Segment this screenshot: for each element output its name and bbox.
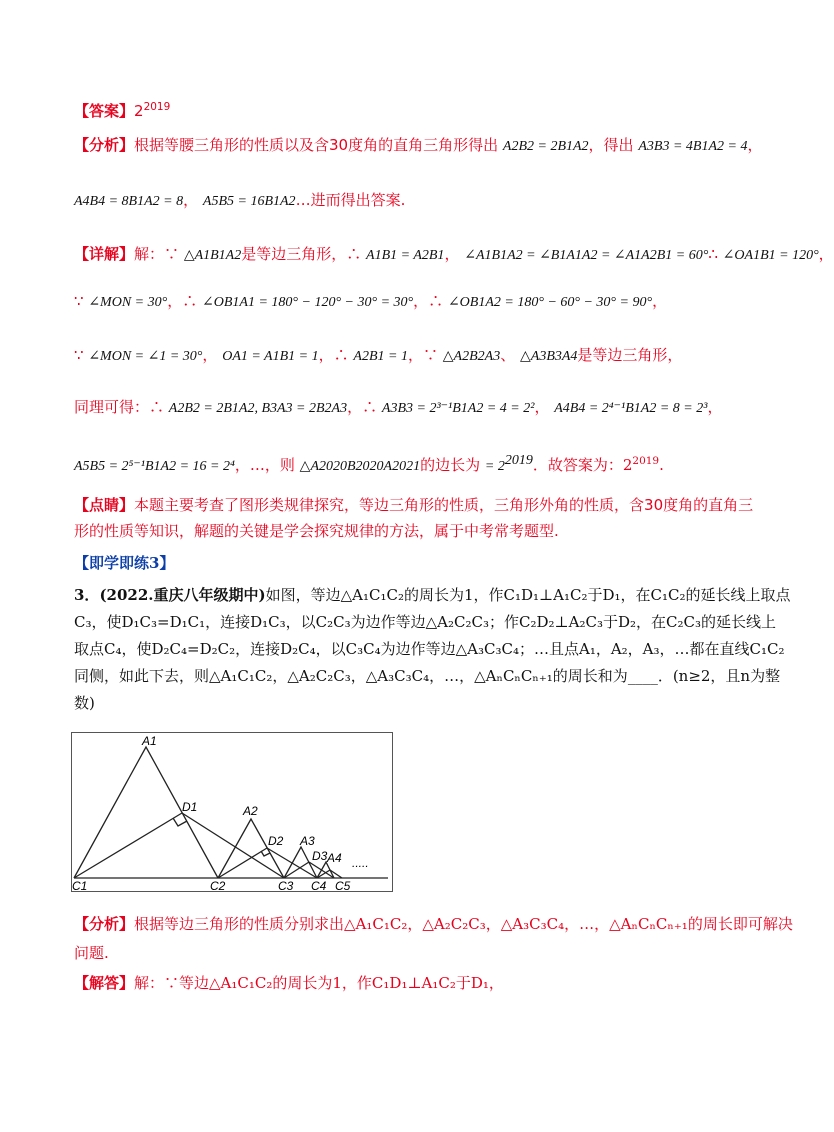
problem-text: ．(n≥2，且n为整 (657, 667, 781, 685)
detail-text: ∴ (708, 245, 718, 263)
answer-exponent: 2019 (143, 101, 171, 113)
detail-line-5 (74, 450, 740, 478)
detail-text: ，…，则 (234, 456, 295, 474)
eq-side-length: = 2 (484, 459, 505, 474)
label-a2: A2 (243, 804, 258, 818)
comment-text: 形的性质等知识，解题的关键是学会探究规律的方法，属于中考常考题型. (74, 522, 559, 540)
label-a4: A4 (327, 851, 342, 865)
eq-angles: ∠A1B1A2 = ∠B1A1A2 = ∠A1A2B1 = 60° (464, 248, 709, 263)
problem-source: (2022.重庆八年级期中) (99, 586, 266, 604)
eq-tri-a3b3a4: △A3B3A4 (520, 349, 578, 364)
label-c1: C1 (72, 879, 88, 893)
eq-triangle: △A1B1A2 (183, 248, 242, 263)
geometry-figure (71, 732, 393, 892)
analysis2-line-2 (74, 942, 740, 964)
eq-angle-oa1b1: ∠OA1B1 = 120° (722, 248, 819, 263)
detail-text: 同理可得：∴ (74, 398, 165, 416)
detail-text: ，∵ (407, 346, 438, 364)
detail-line-1: 【详解】解：∵ △A1B1A2是等边三角形，∴ A1B1 = A2B1， ∠A1B1A2 = ∠B1A1A2 = ∠A1A2B1 = 60°∴ ∠OA1B1 = 120°， (74, 245, 834, 263)
detail-exponent: 2019 (632, 455, 660, 467)
answer-blank: ____ (627, 667, 658, 685)
problem-text: 如图，等边△A₁C₁C₂的周长为1，作C₁D₁⊥A₁C₂于D₁，在C₁C₂的延长线上取点 (265, 586, 791, 604)
label-d1: D1 (182, 800, 198, 814)
eq-side-exponent: 2019 (504, 453, 533, 468)
detail-text: 是等边三角形，∴ (241, 245, 362, 263)
problem-line-5 (74, 692, 740, 714)
answer-tag: 【答案】 (74, 102, 135, 120)
label-d2: D2 (268, 834, 284, 848)
eq-mon: ∠MON = 30° (88, 295, 168, 310)
analysis2-text: 问题. (74, 944, 109, 962)
problem-text: 同侧，如此下去，则△A₁C₁C₂，△A₂C₂C₃，△A₃C₃C₄，…，△AₙCₙCₙ₊₁的周长和为 (74, 667, 628, 685)
eq-sides: A1B1 = A2B1 (366, 248, 445, 263)
answer-value: 2 (134, 102, 144, 120)
detail-line-2 (74, 290, 740, 314)
detail-text: ．故答案为：2 (532, 456, 633, 474)
comment-text: 本题主要考查了图形类规律探究，等边三角形的性质，三角形外角的性质，含30度角的直角三 (134, 496, 754, 514)
analysis-line-2: A4B4 = 8B1A2 = 8， A5B5 = 16B1A2…进而得出答案. (74, 191, 406, 209)
analysis-text: 根据等腰三角形的性质以及含30度角的直角三角形得出 (134, 136, 499, 154)
eq-mon-1: ∠MON = ∠1 = 30° (88, 349, 203, 364)
label-d3: D3 (312, 849, 328, 863)
detail-text: ， (707, 398, 723, 416)
eq-ob1a1: ∠OB1A1 = 180° − 120° − 30° = 30° (202, 295, 414, 310)
eq-a4b4: A4B4 = 8B1A2 = 8 (74, 194, 184, 209)
analysis2-line-1 (74, 913, 793, 935)
comment-tag: 【点睛】 (74, 496, 135, 514)
label-dots: ..... (352, 856, 369, 870)
eq-a5b5-pow: A5B5 = 2⁵⁻¹B1A2 = 16 = 2⁴ (74, 459, 235, 474)
eq-ob1a2: ∠OB1A2 = 180° − 60° − 30° = 90° (447, 295, 653, 310)
problem-text: C₃，使D₁C₃=D₁C₁，连接D₁C₃，以C₂C₃为边作等边△A₂C₂C₃；作C₂D₂⊥A₂C₃于D₂，在C₂C₃的延长线上 (74, 613, 776, 631)
detail-tag: 【详解】 (74, 245, 135, 263)
eq-a3b3: A3B3 = 4B1A2 = 4 (638, 139, 748, 154)
detail-text: ，∴ (167, 292, 198, 310)
analysis-line-1 (74, 134, 763, 158)
analysis-sep: ，得出 (588, 136, 634, 154)
label-a3: A3 (300, 834, 315, 848)
detail-text: ， (534, 398, 550, 416)
comment-line-2 (74, 520, 740, 542)
eq-oa1: OA1 = A1B1 = 1 (222, 349, 319, 364)
label-a1: A1 (142, 734, 157, 748)
detail-text: ，∴ (347, 398, 378, 416)
detail-text: ，∴ (413, 292, 444, 310)
practice-heading-text: 【即学即练3】 (74, 554, 175, 572)
detail-text: 解：∵ (134, 245, 180, 263)
label-c2: C2 (210, 879, 226, 893)
comment-line-1 (74, 494, 754, 516)
label-c5: C5 (335, 879, 351, 893)
detail-text: ∵ (74, 346, 84, 364)
problem-text: 取点C₄，使D₂C₄=D₂C₂，连接D₂C₄，以C₃C₄为边作等边△A₃C₃C₄；…且点A₁，A₂，A₃，…都在直线C₁C₂ (74, 640, 785, 658)
problem-line-2 (74, 611, 776, 633)
detail-text: ， (202, 346, 218, 364)
label-c4: C4 (311, 879, 327, 893)
detail-text: 是等边三角形， (577, 346, 683, 364)
analysis-tag: 【分析】 (74, 136, 135, 154)
eq-tri-a2b2a3: △A2B2A3 (442, 349, 501, 364)
detail-text: 、 (500, 346, 516, 364)
problem-text: 数) (74, 694, 95, 712)
analysis-comma: ， (747, 136, 763, 154)
eq-a5b5: A5B5 = 16B1A2 (202, 194, 296, 209)
eq-a2b1: A2B1 = 1 (353, 349, 408, 364)
problem-line-4 (74, 665, 781, 687)
analysis-end: …进而得出答案. (295, 191, 406, 209)
solution-text: 解：∵等边△A₁C₁C₂的周长为1，作C₁D₁⊥A₁C₂于D₁， (134, 974, 504, 992)
label-c3: C3 (278, 879, 294, 893)
detail-text: 的边长为 (420, 456, 481, 474)
analysis2-tag: 【分析】 (74, 915, 135, 933)
eq-a2b2-b3a3: A2B2 = 2B1A2, B3A3 = 2B2A3 (168, 401, 348, 416)
analysis2-text: 根据等边三角形的性质分别求出△A₁C₁C₂，△A₂C₂C₃，△A₃C₃C₄，…，△AₙCₙCₙ₊₁的周长即可解决 (134, 915, 793, 933)
answer-line (74, 96, 740, 122)
detail-text: ∵ (74, 292, 84, 310)
eq-a2b2: A2B2 = 2B1A2 (502, 139, 589, 154)
geometry-diagram (72, 733, 392, 891)
eq-a4b4-pow: A4B4 = 2⁴⁻¹B1A2 = 8 = 2³ (554, 401, 708, 416)
problem-number: 3． (74, 586, 100, 604)
detail-text: ， (652, 292, 668, 310)
detail-text: ， (818, 245, 834, 263)
detail-line-3 (74, 344, 740, 368)
eq-tri-2020: △A2020B2020A2021 (299, 459, 421, 474)
solution-line (74, 972, 740, 994)
practice-heading (74, 552, 740, 574)
detail-text: ，∴ (318, 346, 349, 364)
problem-line-3 (74, 638, 785, 660)
eq-a3b3-pow: A3B3 = 2³⁻¹B1A2 = 4 = 2² (381, 401, 535, 416)
solution-tag: 【解答】 (74, 974, 135, 992)
detail-text: . (659, 456, 664, 474)
problem-line-1 (74, 584, 791, 606)
detail-line-4 (74, 396, 740, 420)
